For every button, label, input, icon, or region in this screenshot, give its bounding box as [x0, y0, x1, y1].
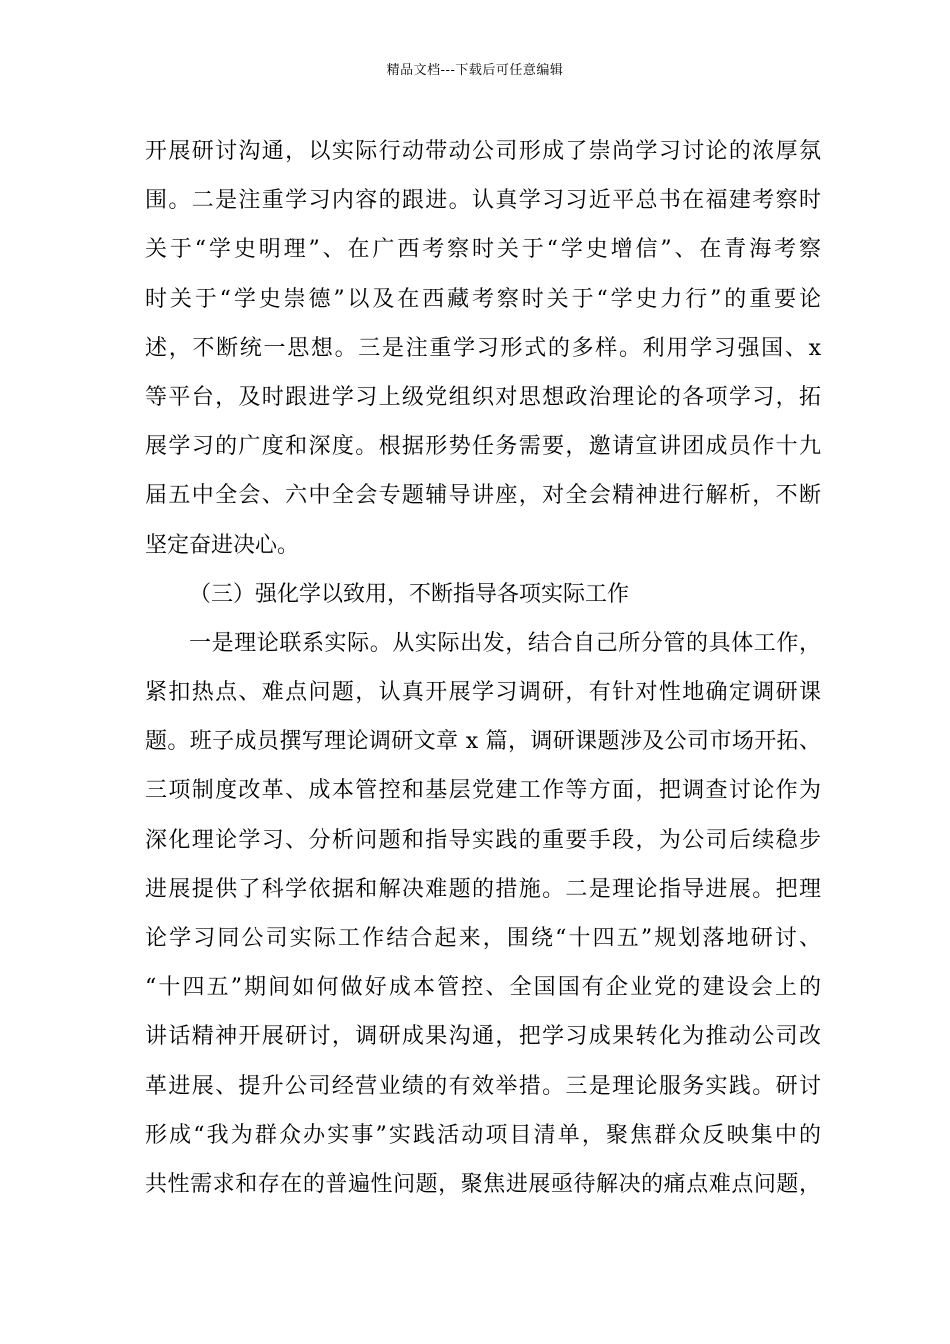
text-line: 共性需求和存在的普遍性问题，聚焦进展亟待解决的痛点难点问题，: [145, 1171, 821, 1197]
text-line: 紧扣热点、难点问题，认真开展学习调研，有针对性地确定调研课: [145, 680, 821, 706]
text-line: 讲话精神开展研讨，调研成果沟通，把学习成果转化为推动公司改: [145, 1024, 821, 1050]
document-body: [145, 127, 821, 1209]
text-line: 展学习的广度和深度。根据形势任务需要，邀请宣讲团成员作十九: [145, 434, 821, 460]
text-line: 述，不断统一思想。三是注重学习形式的多样。利用学习强国、x: [145, 335, 821, 361]
page-header: 精品文档---下载后可任意编辑: [386, 63, 564, 78]
text-line: “十四五”期间如何做好成本管控、全国国有企业党的建设会上的: [145, 975, 821, 1001]
text-line: 开展研讨沟通，以实际行动带动公司形成了崇尚学习讨论的浓厚氛: [145, 139, 821, 164]
text-line: 时关于“学史崇德”以及在西藏考察时关于“学史力行”的重要论: [145, 286, 821, 312]
text-line: 坚定奋进决心。: [145, 532, 300, 558]
text-line: 三项制度改革、成本管控和基层党建工作等方面，把调查讨论作为: [145, 778, 821, 804]
text-line: 围。二是注重学习内容的跟进。认真学习习近平总书在福建考察时: [145, 188, 821, 214]
text-line: 一是理论联系实际。从实际出发，结合自己所分管的具体工作，: [189, 630, 821, 656]
text-line: 届五中全会、六中全会专题辅导讲座，对全会精神进行解析，不断: [145, 483, 821, 509]
text-line: 深化理论学习、分析问题和指导实践的重要手段，为公司后续稳步: [145, 827, 821, 853]
text-line: 革进展、提升公司经营业绩的有效举措。三是理论服务实践。研讨: [145, 1073, 821, 1099]
text-line: 等平台，及时跟进学习上级党组织对思想政治理论的各项学习，拓: [145, 384, 821, 410]
text-line: 题。班子成员撰写理论调研文章 x 篇，调研课题涉及公司市场开拓、: [145, 729, 821, 755]
text-line: 论学习同公司实际工作结合起来，围绕“十四五”规划落地研讨、: [145, 926, 821, 951]
text-line: 形成“我为群众办实事”实践活动项目清单，聚焦群众反映集中的: [145, 1122, 821, 1148]
text-line: 关于“学史明理”、在广西考察时关于“学史增信”、在青海考察: [145, 237, 821, 263]
text-line: 进展提供了科学依据和解决难题的措施。二是理论指导进展。把理: [145, 876, 821, 902]
section-heading: （三）强化学以致用，不断指导各项实际工作: [189, 581, 630, 607]
